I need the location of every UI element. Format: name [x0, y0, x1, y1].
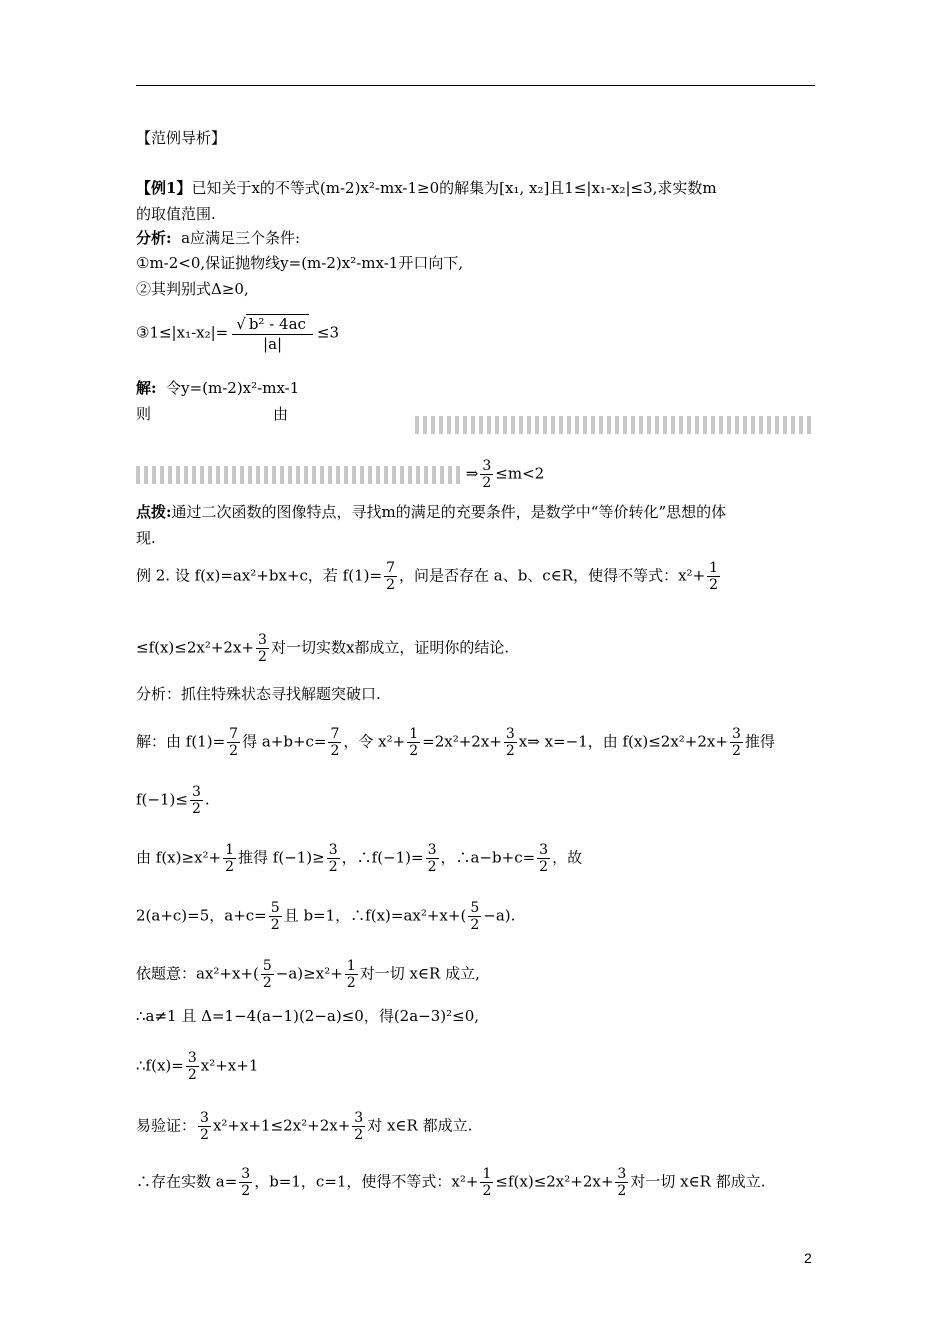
math-text: 3: [731, 726, 741, 742]
fraction: [198, 1110, 211, 1143]
analysis-label: 分析:: [136, 229, 172, 247]
fraction: [707, 560, 720, 593]
math-text: 2: [258, 649, 267, 665]
fraction: [730, 726, 743, 759]
fraction: [227, 726, 240, 759]
math-text: ，b=1，c=1，使得不等式：x²+: [254, 1172, 479, 1191]
section-heading: 【范例导析】: [136, 129, 227, 147]
math-text: 对 x∈R 都成立.: [367, 1116, 473, 1135]
ex2-sol-4: [136, 900, 515, 933]
math-text: 2: [191, 801, 201, 817]
fraction: [426, 842, 439, 875]
ex2-sol-2: [136, 784, 210, 817]
tip-line1: [136, 502, 726, 522]
math-text: ，∴a−b+c=: [440, 848, 536, 867]
math-text: 7: [229, 726, 239, 742]
fraction: [504, 726, 517, 759]
math-text: 2: [270, 917, 280, 933]
math-text: √ b² - 4ac: [232, 314, 313, 335]
math-text: ∴f(x)=: [136, 1056, 184, 1075]
math-text: 解：由 f(1)=: [136, 732, 226, 751]
math-text: ∴存在实数 a=: [136, 1172, 238, 1191]
ex1-text: 已知关于x的不等式(m-2)x²-mx-1≥0的解集为[x₁, x₂]且1≤|x₁-x₂|≤3,求实数m: [191, 179, 717, 197]
ex2-sol-7: [136, 1050, 258, 1083]
top-rule: [136, 85, 815, 86]
math-text: .: [204, 790, 210, 809]
math-text: 2: [386, 577, 395, 593]
then-label: 则: [136, 405, 152, 423]
math-text: 2: [482, 1183, 492, 1199]
fraction: [328, 726, 341, 759]
math-text: 7: [330, 726, 340, 742]
solution-text: 令y=(m-2)x²-mx-1: [166, 379, 300, 397]
ex2-line2: [136, 632, 509, 665]
cond3-left: ③1≤|x₁-x₂|=: [136, 323, 229, 342]
math-text: ，故: [552, 848, 583, 867]
math-text: 得 a+b+c=: [242, 732, 327, 751]
math-text: 3: [241, 1166, 251, 1182]
math-text: ，问是否存在 a、b、c∈R，使得不等式：x²+: [398, 566, 706, 585]
math-text: x⇒ x=−1，由 f(x)≤2x²+2x+: [518, 732, 728, 751]
math-text: 3: [191, 784, 201, 800]
fraction: [345, 958, 358, 991]
ex1-line1: [136, 178, 717, 198]
math-text: 2: [229, 743, 239, 759]
fraction: [239, 1166, 252, 1199]
math-text: 2: [330, 743, 340, 759]
math-text: ≤f(x)≤2x²+2x+: [495, 1172, 614, 1191]
fraction: [615, 1166, 628, 1199]
ex2-sol-8: [136, 1110, 472, 1143]
math-text: 2: [409, 743, 419, 759]
math-text: ，∴f(−1)=: [341, 848, 424, 867]
math-text: 且 b=1，∴f(x)=ax²+x+(: [283, 906, 467, 925]
math-text: 7: [386, 560, 395, 576]
blurred-formula-image: [415, 416, 815, 434]
math-text: 对一切实数x都成立，证明你的结论.: [270, 638, 510, 657]
ex1-label: 【例1】: [136, 179, 192, 197]
math-text: 3: [354, 1110, 364, 1126]
math-text: 3: [539, 842, 549, 858]
math-text: −a)≥x²+: [275, 964, 343, 983]
math-text: x²+x+1: [200, 1056, 259, 1075]
math-text: 1: [709, 560, 719, 576]
math-text: 2: [470, 917, 480, 933]
math-text: 3: [617, 1166, 627, 1182]
frac-3-2: [480, 458, 493, 491]
math-text: 1: [482, 1166, 492, 1182]
sqrt-radicand: b² - 4ac: [246, 314, 309, 333]
fraction: [269, 900, 282, 933]
math-text: −a).: [483, 906, 516, 925]
math-text: =2x²+2x+: [422, 732, 502, 751]
ex2-sol-6: ∴a≠1 且 Δ=1−4(a−1)(2−a)≤0，得(2a−3)²≤0,: [136, 1007, 480, 1025]
ex1-solution: [136, 378, 299, 398]
solution-label: 解:: [136, 379, 157, 397]
ex2-sol-9: [136, 1166, 766, 1199]
math-text: 易验证：: [136, 1116, 197, 1135]
ex1-analysis: [136, 228, 300, 248]
tip-label: 点拨:: [136, 503, 172, 521]
math-text: 3: [482, 458, 492, 474]
math-text: ≤f(x)≤2x²+2x+: [136, 638, 255, 657]
ex2-sol-1: [136, 726, 775, 759]
fraction: [407, 726, 420, 759]
math-text: 5: [262, 958, 272, 974]
math-text: 2: [328, 859, 338, 875]
condition-1: ①m-2<0,保证抛物线y=(m-2)x²-mx-1开口向下,: [136, 254, 464, 272]
math-text: 3: [328, 842, 338, 858]
math-text: 依题意：ax²+x+(: [136, 964, 259, 983]
result-range: ≤m<2: [495, 464, 545, 483]
fraction: [190, 784, 203, 817]
math-text: 3: [258, 632, 267, 648]
fraction: [384, 560, 397, 593]
math-text: 2: [505, 743, 515, 759]
math-text: 1: [409, 726, 419, 742]
fraction: [186, 1050, 199, 1083]
math-text: 5: [270, 900, 280, 916]
math-text: 2: [346, 975, 356, 991]
math-text: 2: [241, 1183, 251, 1199]
fraction: [468, 900, 481, 933]
math-text: 推得: [744, 732, 775, 751]
math-text: 1: [225, 842, 235, 858]
math-text: 例 2. 设 f(x)=ax²+bx+c，若 f(1)=: [136, 566, 383, 585]
fraction: [256, 632, 269, 665]
math-text: 2: [354, 1127, 364, 1143]
math-text: 3: [187, 1050, 197, 1066]
blurred-system: [415, 414, 815, 434]
math-text: x²+x+1≤2x²+2x+: [212, 1116, 351, 1135]
tip-line2: 现.: [136, 529, 156, 547]
fraction: [352, 1110, 365, 1143]
implies: ⇒: [465, 464, 479, 483]
ex2-analysis: 分析：抓住特殊状态寻找解题突破口.: [136, 685, 381, 703]
math-text: 对一切 x∈R 都成立.: [630, 1172, 766, 1191]
sqrt-fraction: [232, 314, 313, 353]
math-text: 2: [427, 859, 437, 875]
blurred-formula-image-2: [136, 466, 461, 484]
math-text: 推得 f(−1)≥: [238, 848, 325, 867]
math-text: 3: [505, 726, 515, 742]
math-text: ，令 x²+: [343, 732, 406, 751]
fraction: [480, 1166, 493, 1199]
math-text: f(−1)≤: [136, 790, 188, 809]
fraction: [261, 958, 274, 991]
math-text: 2: [262, 975, 272, 991]
math-text: 对一切 x∈R 成立,: [359, 964, 480, 983]
fraction: [327, 842, 340, 875]
by-label: 由: [273, 405, 289, 423]
math-text: 由 f(x)≥x²+: [136, 848, 222, 867]
fraction: [223, 842, 236, 875]
ex2-sol-3: [136, 842, 582, 875]
condition-2: ②其判别式Δ≥0,: [136, 280, 249, 298]
analysis-text: a应满足三个条件:: [181, 229, 301, 247]
math-text: 2: [225, 859, 235, 875]
math-text: 5: [470, 900, 480, 916]
page-number: 2: [804, 1250, 812, 1266]
tip-text: 通过二次函数的图像特点，寻找m的满足的充要条件，是数学中“等价转化”思想的体: [171, 503, 727, 521]
ex1-line2: 的取值范围.: [136, 205, 216, 223]
math-text: 2: [539, 859, 549, 875]
math-text: 1: [346, 958, 356, 974]
math-text: 2: [187, 1067, 197, 1083]
math-text: 2: [200, 1127, 209, 1143]
math-text: 2: [482, 475, 492, 491]
math-text: 2: [617, 1183, 627, 1199]
condition-3: [136, 314, 339, 353]
sqrt-denominator: |a|: [263, 335, 283, 353]
math-text: 2: [709, 577, 719, 593]
ex2-line1: [136, 560, 722, 593]
math-text: 2: [731, 743, 741, 759]
ex1-result: [136, 458, 544, 491]
math-text: 3: [427, 842, 437, 858]
math-text: 2(a+c)=5，a+c=: [136, 906, 267, 925]
ex2-sol-5: [136, 958, 480, 991]
cond3-right: ≤3: [316, 323, 340, 342]
math-text: 3: [200, 1110, 209, 1126]
fraction: [537, 842, 550, 875]
